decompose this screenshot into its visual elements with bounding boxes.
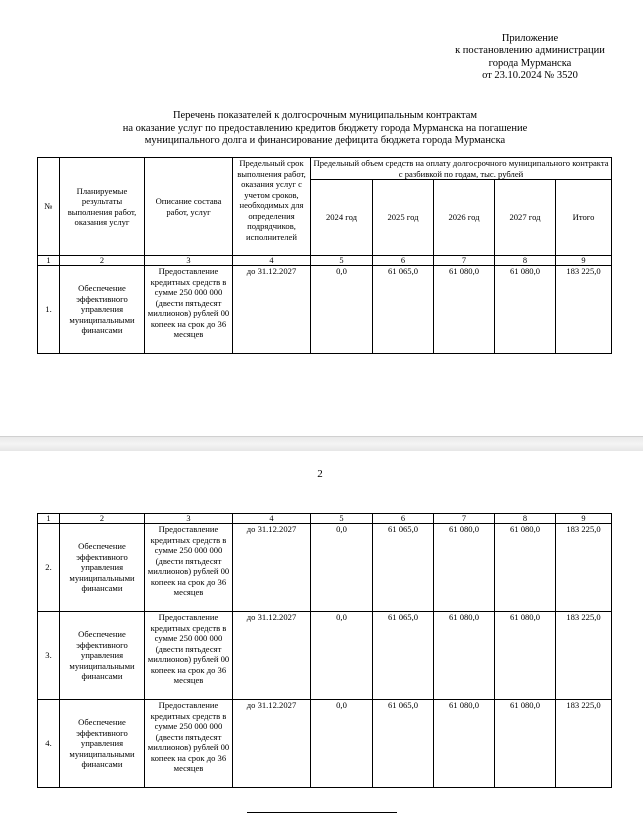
- row-y2025: 61 065,0: [373, 266, 434, 354]
- row-y2024: 0,0: [311, 612, 373, 700]
- column-number: 2: [60, 514, 145, 524]
- header-year-2026: 2026 год: [434, 180, 495, 256]
- column-number: 9: [556, 514, 612, 524]
- header-planned-results: Планируемые результаты выполнения работ, оказания услуг: [60, 158, 145, 256]
- row-total: 183 225,0: [556, 700, 612, 788]
- appendix-line: города Мурманска: [488, 57, 572, 69]
- row-result: Обеспечение эффективного управления муниципальными финансами: [60, 612, 145, 700]
- column-number: 8: [495, 514, 556, 524]
- indicators-table-page-2: [37, 513, 612, 788]
- row-y2025: 61 065,0: [373, 700, 434, 788]
- header-description: Описание состава работ, услуг: [145, 158, 233, 256]
- row-y2024: 0,0: [311, 266, 373, 354]
- row-y2027: 61 080,0: [495, 266, 556, 354]
- footer-separator-line: [247, 812, 397, 813]
- row-deadline: до 31.12.2027: [233, 266, 311, 354]
- document-page-2: [0, 451, 643, 832]
- column-number: 3: [145, 256, 233, 266]
- header-year-2025: 2025 год: [373, 180, 434, 256]
- column-number: 5: [311, 514, 373, 524]
- column-number: 9: [556, 256, 612, 266]
- row-y2024: 0,0: [311, 524, 373, 612]
- row-deadline: до 31.12.2027: [233, 612, 311, 700]
- row-num: 4.: [38, 700, 60, 788]
- header-total: Итого: [556, 180, 612, 256]
- column-number: 4: [233, 514, 311, 524]
- table-row: [38, 266, 612, 354]
- row-y2026: 61 080,0: [434, 700, 495, 788]
- column-number: 1: [38, 514, 60, 524]
- row-num: 1.: [38, 266, 60, 354]
- column-number: 3: [145, 514, 233, 524]
- column-number: 1: [38, 256, 60, 266]
- page-separator: [0, 436, 643, 452]
- row-num: 3.: [38, 612, 60, 700]
- row-description: Предоставление кредитных средств в сумме 250 000 000 (двести пятьдесят миллионов) рублей 00 копеек на срок до 36 месяцев: [145, 524, 233, 612]
- column-number: 7: [434, 256, 495, 266]
- row-y2025: 61 065,0: [373, 612, 434, 700]
- column-number: 5: [311, 256, 373, 266]
- column-number: 6: [373, 514, 434, 524]
- title-line: муниципального долга и финансирование дефицита бюджета города Мурманска: [144, 135, 506, 146]
- column-number-row: [38, 514, 612, 524]
- row-y2026: 61 080,0: [434, 524, 495, 612]
- appendix-line: к постановлению администрации: [455, 45, 605, 57]
- table-row: [38, 700, 612, 788]
- document-title: [40, 110, 610, 148]
- row-y2027: 61 080,0: [495, 612, 556, 700]
- row-result: Обеспечение эффективного управления муниципальными финансами: [60, 700, 145, 788]
- row-description: Предоставление кредитных средств в сумме 250 000 000 (двести пятьдесят миллионов) рублей 00 копеек на срок до 36 месяцев: [145, 700, 233, 788]
- title-line: Перечень показателей к долгосрочным муниципальным контрактам: [172, 110, 478, 121]
- row-y2024: 0,0: [311, 700, 373, 788]
- row-deadline: до 31.12.2027: [233, 700, 311, 788]
- row-y2025: 61 065,0: [373, 524, 434, 612]
- header-num: №: [38, 158, 60, 256]
- row-total: 183 225,0: [556, 612, 612, 700]
- header-volume: Предельный объем средств на оплату долгосрочного муниципального контракта с разбивкой по годам, тыс. рублей: [311, 158, 612, 180]
- row-y2027: 61 080,0: [495, 524, 556, 612]
- row-y2027: 61 080,0: [495, 700, 556, 788]
- column-number: 6: [373, 256, 434, 266]
- row-deadline: до 31.12.2027: [233, 524, 311, 612]
- column-number: 7: [434, 514, 495, 524]
- row-total: 183 225,0: [556, 524, 612, 612]
- row-y2026: 61 080,0: [434, 266, 495, 354]
- row-y2026: 61 080,0: [434, 612, 495, 700]
- column-number: 8: [495, 256, 556, 266]
- row-total: 183 225,0: [556, 266, 612, 354]
- table-row: [38, 612, 612, 700]
- appendix-line: от 23.10.2024 № 3520: [482, 70, 578, 82]
- header-year-2027: 2027 год: [495, 180, 556, 256]
- row-description: Предоставление кредитных средств в сумме 250 000 000 (двести пятьдесят миллионов) рублей 00 копеек на срок до 36 месяцев: [145, 266, 233, 354]
- header-year-2024: 2024 год: [311, 180, 373, 256]
- row-result: Обеспечение эффективного управления муниципальными финансами: [60, 266, 145, 354]
- appendix-header: [430, 33, 630, 83]
- indicators-table-page-1: [37, 157, 612, 354]
- title-line: на оказание услуг по предоставлению кредитов бюджету города Мурманска на погашение: [122, 122, 528, 134]
- page-number: 2: [317, 468, 323, 480]
- column-number: 4: [233, 256, 311, 266]
- row-description: Предоставление кредитных средств в сумме 250 000 000 (двести пятьдесят миллионов) рублей 00 копеек на срок до 36 месяцев: [145, 612, 233, 700]
- table-row: [38, 524, 612, 612]
- column-number: 2: [60, 256, 145, 266]
- row-num: 2.: [38, 524, 60, 612]
- column-number-row: [38, 256, 612, 266]
- appendix-line: Приложение: [501, 33, 559, 44]
- row-result: Обеспечение эффективного управления муниципальными финансами: [60, 524, 145, 612]
- header-deadline: Предельный срок выполнения работ, оказания услуг с учетом сроков, необходимых для определения подрядчиков, исполнителей: [233, 158, 311, 256]
